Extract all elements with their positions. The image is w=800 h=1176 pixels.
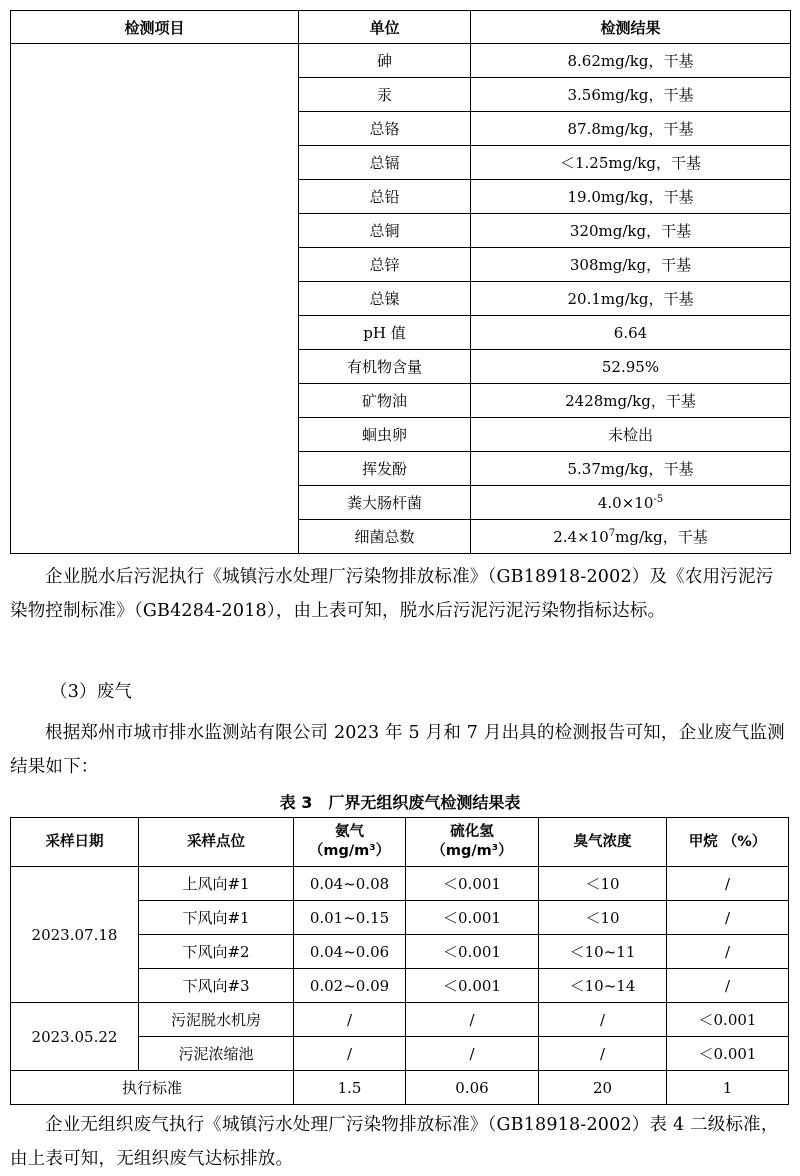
table-header-row xyxy=(11,11,791,44)
header-test-item: 检测项目 xyxy=(11,11,299,44)
h2s-cell: ＜0.001 xyxy=(406,867,539,901)
unit-cell: pH 值 xyxy=(299,316,471,350)
header-hydrogen-sulfide xyxy=(406,818,539,867)
ammonia-cell: / xyxy=(294,1037,406,1071)
result-cell: 20.1mg/kg，干基 xyxy=(471,282,791,316)
table-row xyxy=(11,1003,789,1037)
unit-cell: 矿物油 xyxy=(299,384,471,418)
unit-cell: 总铅 xyxy=(299,180,471,214)
table-row xyxy=(11,44,791,78)
methane-cell: / xyxy=(667,969,789,1003)
ammonia-cell: / xyxy=(294,1003,406,1037)
unit-cell: 总镉 xyxy=(299,146,471,180)
table-caption: 表 3 厂界无组织废气检测结果表 xyxy=(279,793,521,812)
paragraph-gas-intro: 根据郑州市城市排水监测站有限公司 2023 年 5 月和 7 月出具的检测报告可知，企业废气监测结果如下： xyxy=(10,723,785,777)
odor-cell: ＜10~14 xyxy=(539,969,667,1003)
methane-standard-cell: 1 xyxy=(667,1071,789,1105)
header-ammonia-unit: （mg/m³） xyxy=(308,843,391,859)
unit-cell: 总铜 xyxy=(299,214,471,248)
ammonia-standard-cell: 1.5 xyxy=(294,1071,406,1105)
odor-standard-cell: 20 xyxy=(539,1071,667,1105)
result-cell: 6.64 xyxy=(471,316,791,350)
header-result: 检测结果 xyxy=(471,11,791,44)
exhaust-gas-results-table xyxy=(10,817,789,1105)
result-cell: 19.0mg/kg，干基 xyxy=(471,180,791,214)
point-cell: 上风向#1 xyxy=(139,867,294,901)
odor-cell: / xyxy=(539,1037,667,1071)
result-cell xyxy=(471,486,791,520)
ammonia-cell: 0.01~0.15 xyxy=(294,901,406,935)
point-cell: 下风向#2 xyxy=(139,935,294,969)
result-cell: 87.8mg/kg，干基 xyxy=(471,112,791,146)
odor-cell: ＜10 xyxy=(539,867,667,901)
unit-cell: 蛔虫卵 xyxy=(299,418,471,452)
ammonia-cell: 0.04~0.06 xyxy=(294,935,406,969)
header-sampling-point: 采样点位 xyxy=(139,818,294,867)
odor-cell: ＜10~11 xyxy=(539,935,667,969)
result-cell: 8.62mg/kg，干基 xyxy=(471,44,791,78)
h2s-cell: ＜0.001 xyxy=(406,935,539,969)
result-cell: 3.56mg/kg，干基 xyxy=(471,78,791,112)
odor-cell: / xyxy=(539,1003,667,1037)
header-h2s-name: 硫化氢 xyxy=(450,824,494,840)
result-cell: 320mg/kg，干基 xyxy=(471,214,791,248)
result-exponent: -5 xyxy=(653,493,664,505)
methane-cell: ＜0.001 xyxy=(667,1037,789,1071)
header-methane: 甲烷 （%） xyxy=(667,818,789,867)
result-tail: mg/kg，干基 xyxy=(615,528,708,546)
table-row-standard xyxy=(11,1071,789,1105)
point-cell: 污泥脱水机房 xyxy=(139,1003,294,1037)
ammonia-cell: 0.02~0.09 xyxy=(294,969,406,1003)
h2s-cell: / xyxy=(406,1003,539,1037)
unit-cell: 汞 xyxy=(299,78,471,112)
h2s-standard-cell: 0.06 xyxy=(406,1071,539,1105)
unit-cell: 挥发酚 xyxy=(299,452,471,486)
result-cell: 未检出 xyxy=(471,418,791,452)
paragraph-gas-conclusion: 企业无组织废气执行《城镇污水处理厂污染物排放标准》（GB18918-2002）表 4 二级标准，由上表可知，无组织废气达标排放。 xyxy=(10,1115,779,1169)
methane-cell: / xyxy=(667,867,789,901)
point-cell: 下风向#3 xyxy=(139,969,294,1003)
result-base: 4.0×10 xyxy=(597,493,654,512)
header-sampling-date: 采样日期 xyxy=(11,818,139,867)
table-header-row xyxy=(11,818,789,867)
methane-cell: / xyxy=(667,935,789,969)
empty-merged-cell xyxy=(11,44,299,554)
unit-cell: 总镍 xyxy=(299,282,471,316)
h2s-cell: / xyxy=(406,1037,539,1071)
odor-cell: ＜10 xyxy=(539,901,667,935)
h2s-cell: ＜0.001 xyxy=(406,969,539,1003)
section-heading-exhaust-gas: （3）废气 xyxy=(50,682,133,702)
unit-cell: 细菌总数 xyxy=(299,520,471,554)
unit-cell: 砷 xyxy=(299,44,471,78)
result-cell: 2428mg/kg，干基 xyxy=(471,384,791,418)
ammonia-cell: 0.04~0.08 xyxy=(294,867,406,901)
date-cell: 2023.07.18 xyxy=(11,867,139,1003)
standard-label-cell: 执行标准 xyxy=(11,1071,294,1105)
header-ammonia-name: 氨气 xyxy=(335,824,364,840)
header-ammonia xyxy=(294,818,406,867)
header-h2s-unit: （mg/m³） xyxy=(431,843,513,859)
paragraph-sludge-conclusion: 企业脱水后污泥执行《城镇污水处理厂污染物排放标准》（GB18918-2002）及《农用污泥污染物控制标准》（GB4284-2018），由上表可知，脱水后污泥污泥污染物指标达标。 xyxy=(10,567,774,621)
result-cell xyxy=(471,520,791,554)
point-cell: 污泥浓缩池 xyxy=(139,1037,294,1071)
point-cell: 下风向#1 xyxy=(139,901,294,935)
h2s-cell: ＜0.001 xyxy=(406,901,539,935)
header-odor-concentration: 臭气浓度 xyxy=(539,818,667,867)
methane-cell: ＜0.001 xyxy=(667,1003,789,1037)
table-row xyxy=(11,867,789,901)
result-cell: 308mg/kg，干基 xyxy=(471,248,791,282)
sludge-results-table xyxy=(10,10,791,554)
unit-cell: 有机物含量 xyxy=(299,350,471,384)
header-unit: 单位 xyxy=(299,11,471,44)
unit-cell: 总铬 xyxy=(299,112,471,146)
result-cell: ＜1.25mg/kg，干基 xyxy=(471,146,791,180)
unit-cell: 粪大肠杆菌 xyxy=(299,486,471,520)
methane-cell: / xyxy=(667,901,789,935)
result-cell: 5.37mg/kg，干基 xyxy=(471,452,791,486)
result-base: 2.4×10 xyxy=(553,528,609,546)
result-exponent: 7 xyxy=(608,528,616,539)
date-cell: 2023.05.22 xyxy=(11,1003,139,1071)
result-cell: 52.95% xyxy=(471,350,791,384)
unit-cell: 总锌 xyxy=(299,248,471,282)
